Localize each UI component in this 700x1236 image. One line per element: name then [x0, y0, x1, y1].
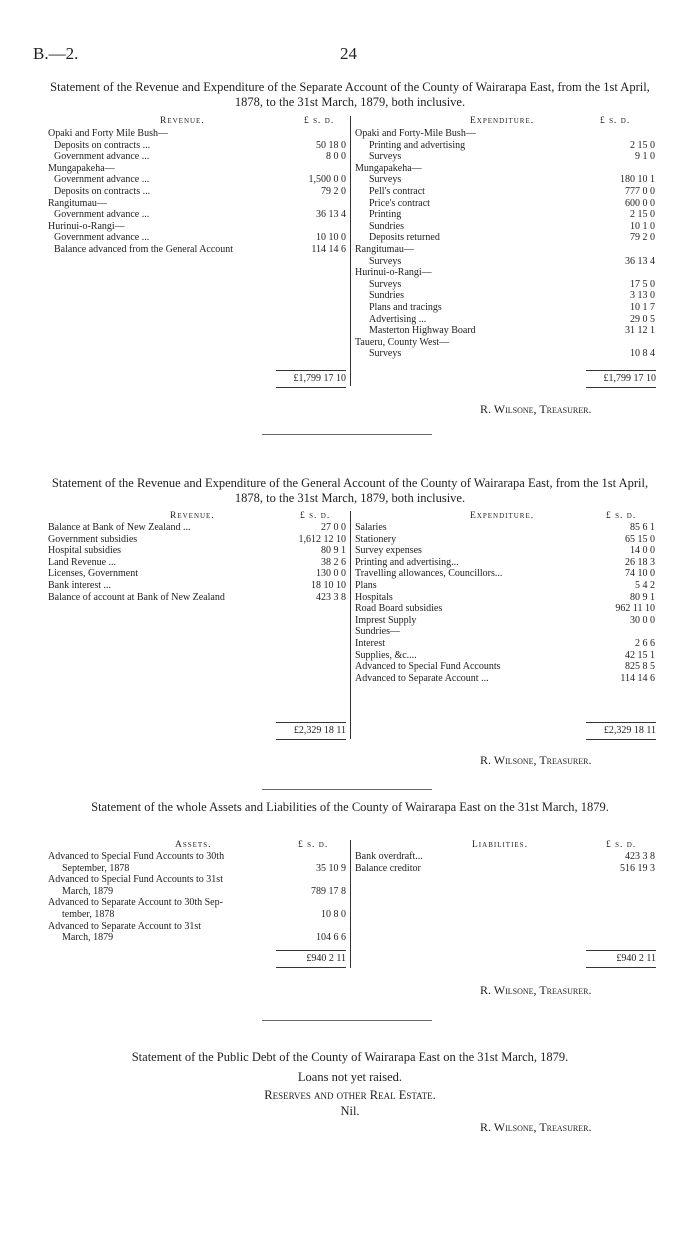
total-assets: £940 2 11 — [306, 953, 346, 964]
ledger-amount: 18 10 10 — [311, 580, 346, 591]
s2-expenditure-lsd: £ s. d. — [606, 511, 637, 521]
s2-total-expenditure: £2,329 18 11 — [603, 725, 656, 736]
ledger-amount: 2 15 0 — [630, 139, 655, 151]
ledger-label: Bank overdraft... — [355, 851, 423, 862]
general-account-title: Statement of the Revenue and Expenditure of the General Account of the County of Wairarapa East, from the 1st April, 1878, to the 31st March, 1879, both inclusive. — [51, 476, 649, 505]
ledger-amount: 74 10 0 — [625, 568, 655, 580]
section-separator — [262, 789, 432, 790]
ledger-amount: 38 2 6 — [321, 556, 346, 568]
ledger-amount: 10 8 4 — [630, 348, 655, 360]
asset-label-continued: March, 1879 — [62, 885, 114, 897]
ledger-amount: 65 15 0 — [625, 533, 655, 545]
ledger-label: Printing and advertising... — [355, 556, 459, 568]
ledger-label: Imprest Supply — [355, 614, 417, 626]
ledger-label: Balance creditor — [355, 862, 421, 874]
ledger-amount: 14 0 0 — [630, 545, 655, 557]
ledger-amount: 777 0 0 — [625, 186, 655, 197]
section-separator — [262, 1020, 432, 1021]
ledger-amount: 10 1 7 — [630, 302, 655, 313]
ledger-label: Rangitumau— — [355, 244, 414, 255]
double-rule — [276, 387, 346, 388]
nil-line: Nil. — [340, 1104, 360, 1118]
section-separator — [262, 434, 432, 435]
ledger-amount: 962 11 10 — [615, 603, 655, 615]
ledger-label: Advanced to Special Fund Accounts — [355, 661, 501, 673]
ledger-label: Government subsidies — [48, 533, 138, 545]
assets-lsd: £ s. d. — [298, 840, 329, 850]
ledger-label: Hurinui-o-Rangi— — [48, 220, 125, 232]
s1-total-expenditure: £1,799 17 10 — [603, 373, 656, 384]
asset-label-continued: March, 1879 — [62, 932, 114, 944]
assets-heading: Assets. — [175, 840, 212, 850]
ledger-label: Supplies, &c.... — [355, 649, 417, 661]
s1-expenditure-lsd: £ s. d. — [600, 116, 631, 126]
ledger-label: Surveys — [369, 174, 402, 186]
ledger-amount: 79 2 0 — [321, 186, 346, 197]
ledger-amount: 27 0 0 — [321, 522, 346, 533]
double-rule — [276, 967, 346, 968]
column-divider — [350, 116, 351, 386]
ledger-label: Hospital subsidies — [48, 545, 122, 557]
ledger-label: Pell's contract — [369, 186, 425, 197]
ledger-amount: 114 14 6 — [311, 244, 346, 255]
ledger-amount: 36 13 4 — [316, 209, 346, 221]
s1-revenue-lsd: £ s. d. — [304, 116, 335, 126]
asset-amount: 35 10 9 — [316, 862, 346, 874]
asset-amount: 104 6 6 — [316, 932, 346, 944]
ledger-label: Surveys — [369, 255, 402, 267]
ledger-label: Masterton Highway Board — [369, 325, 476, 337]
ledger-amount: 825 8 5 — [625, 661, 655, 673]
public-debt-title: Statement of the Public Debt of the County of Wairarapa East on the 31st March, 1879. — [131, 1050, 569, 1064]
ledger-amount: 180 10 1 — [620, 174, 655, 186]
s1-signature: R. Wilsone, Treasurer. — [480, 402, 592, 416]
ledger-label: Government advance ... — [54, 232, 150, 244]
ledger-amount: 30 0 0 — [630, 614, 655, 626]
loans-line: Loans not yet raised. — [297, 1070, 403, 1084]
double-rule — [586, 967, 656, 968]
total-rule — [586, 370, 656, 371]
ledger-label: Interest — [355, 638, 385, 649]
ledger-label: Mungapakeha— — [48, 162, 115, 174]
ledger-amount: 31 12 1 — [625, 325, 655, 337]
ledger-label: Land Revenue ... — [48, 556, 117, 568]
ledger-label: Road Board subsidies — [355, 603, 443, 615]
s2-total-revenue: £2,329 18 11 — [293, 725, 346, 736]
ledger-label: Plans — [355, 580, 377, 591]
ledger-label: Surveys — [369, 278, 402, 290]
s3-signature: R. Wilsone, Treasurer. — [480, 983, 592, 997]
document-code: B.—2. — [33, 44, 79, 63]
ledger-amount: 79 2 0 — [630, 232, 655, 244]
reserves-line: Reserves and other Real Estate. — [264, 1088, 436, 1102]
ledger-amount: 2 15 0 — [630, 209, 655, 221]
s1-revenue-heading: Revenue. — [160, 116, 205, 126]
ledger-label: Opaki and Forty-Mile Bush— — [355, 128, 476, 139]
ledger-label: Sundries — [369, 220, 404, 232]
liabilities-heading: Liabilities. — [472, 840, 528, 850]
double-rule — [276, 739, 346, 740]
ledger-amount: 80 9 1 — [321, 545, 346, 557]
ledger-label: Government advance ... — [54, 174, 150, 186]
ledger-amount: 17 5 0 — [630, 278, 655, 290]
total-rule — [586, 950, 656, 951]
ledger-amount: 36 13 4 — [625, 255, 655, 267]
column-divider — [350, 840, 351, 968]
ledger-label: Printing and advertising — [369, 139, 466, 151]
ledger-amount: 114 14 6 — [620, 672, 655, 684]
ledger-label: Hurinui-o-Rangi— — [355, 267, 432, 279]
ledger-label: Advanced to Separate Account ... — [355, 672, 489, 684]
ledger-label: Deposits on contracts ... — [54, 139, 151, 151]
total-rule — [276, 950, 346, 951]
ledger-label: Advertising ... — [369, 313, 427, 325]
asset-label-continued: tember, 1878 — [62, 909, 115, 920]
ledger-label: Deposits returned — [369, 232, 440, 244]
ledger-label: Salaries — [355, 522, 387, 533]
ledger-label: Balance of account at Bank of New Zealand — [48, 591, 225, 603]
ledger-amount: 10 10 0 — [316, 232, 346, 244]
ledger-amount: 423 3 8 — [625, 851, 655, 862]
ledger-label: Mungapakeha— — [355, 162, 422, 174]
ledger-amount: 42 15 1 — [625, 649, 655, 661]
asset-label: Advanced to Special Fund Accounts to 31st — [48, 874, 223, 886]
total-rule — [276, 722, 346, 723]
ledger-amount: 85 6 1 — [630, 522, 655, 533]
ledger-amount: 8 0 0 — [326, 151, 346, 163]
ledger-label: Stationery — [355, 533, 397, 545]
asset-amount: 789 17 8 — [311, 885, 346, 897]
ledger-amount: 1,612 12 10 — [298, 533, 346, 545]
ledger-amount: 5 4 2 — [635, 580, 655, 591]
total-liabilities: £940 2 11 — [616, 953, 656, 964]
ledger-amount: 423 3 8 — [316, 591, 346, 603]
ledger-label: Opaki and Forty Mile Bush— — [48, 128, 168, 139]
ledger-amount: 80 9 1 — [630, 591, 655, 603]
s2-expenditure-heading: Expenditure. — [470, 511, 535, 521]
ledger-label: Price's contract — [369, 197, 430, 209]
ledger-label: Printing — [369, 209, 402, 221]
ledger-label: Bank interest ... — [48, 580, 112, 591]
total-rule — [276, 370, 346, 371]
liabilities-lsd: £ s. d. — [606, 840, 637, 850]
ledger-label: Taueru, County West— — [355, 336, 450, 348]
ledger-label: Surveys — [369, 348, 402, 360]
ledger-label: Sundries — [369, 290, 404, 302]
ledger-amount: 130 0 0 — [316, 568, 346, 580]
ledger-label: Balance at Bank of New Zealand ... — [48, 522, 191, 533]
asset-label: Advanced to Separate Account to 30th Sep- — [48, 897, 223, 909]
ledger-amount: 600 0 0 — [625, 197, 655, 209]
page-number: 24 — [340, 44, 357, 63]
s1-expenditure-heading: Expenditure. — [470, 116, 535, 126]
ledger-label: Hospitals — [355, 591, 393, 603]
s2-revenue-heading: Revenue. — [170, 511, 215, 521]
ledger-amount: 10 1 0 — [630, 220, 655, 232]
double-rule — [586, 739, 656, 740]
ledger-amount: 516 19 3 — [620, 862, 655, 874]
s4-signature: R. Wilsone, Treasurer. — [480, 1120, 592, 1134]
ledger-label: Plans and tracings — [369, 302, 442, 313]
asset-label: Advanced to Special Fund Accounts to 30th — [48, 851, 225, 862]
ledger-label: Government advance ... — [54, 151, 150, 163]
ledger-amount: 50 18 0 — [316, 139, 346, 151]
ledger-amount: 1,500 0 0 — [308, 174, 346, 186]
ledger-amount: 2 6 6 — [635, 638, 655, 649]
ledger-label: Rangitumau— — [48, 197, 107, 209]
ledger-amount: 29 0 5 — [630, 313, 655, 325]
asset-label: Advanced to Separate Account to 31st — [48, 920, 202, 932]
separate-account-title: Statement of the Revenue and Expenditure of the Separate Account of the County of Wairarapa East, from the 1st April, 1878, to the 31st March, 1879, both inclusive. — [50, 80, 650, 109]
ledger-label: Sundries— — [355, 626, 400, 638]
s2-signature: R. Wilsone, Treasurer. — [480, 753, 592, 767]
ledger-label: Surveys — [369, 151, 402, 163]
ledger-amount: 9 1 0 — [635, 151, 655, 163]
ledger-amount: 26 18 3 — [625, 556, 655, 568]
ledger-amount: 3 13 0 — [630, 290, 655, 302]
s2-revenue-lsd: £ s. d. — [300, 511, 331, 521]
ledger-label: Deposits on contracts ... — [54, 186, 151, 197]
ledger-label: Travelling allowances, Councillors... — [355, 568, 503, 580]
ledger-label: Balance advanced from the General Account — [54, 244, 234, 255]
ledger-label: Government advance ... — [54, 209, 150, 221]
assets-liabilities-title: Statement of the whole Assets and Liabilities of the County of Wairarapa East on the 31st March, 1879. — [91, 800, 609, 814]
total-rule — [586, 722, 656, 723]
double-rule — [586, 387, 656, 388]
asset-amount: 10 8 0 — [321, 909, 346, 920]
s1-total-revenue: £1,799 17 10 — [293, 373, 346, 384]
ledger-label: Survey expenses — [355, 545, 422, 557]
ledger-label: Licenses, Government — [48, 568, 138, 580]
column-divider — [350, 511, 351, 739]
asset-label-continued: September, 1878 — [62, 862, 130, 874]
